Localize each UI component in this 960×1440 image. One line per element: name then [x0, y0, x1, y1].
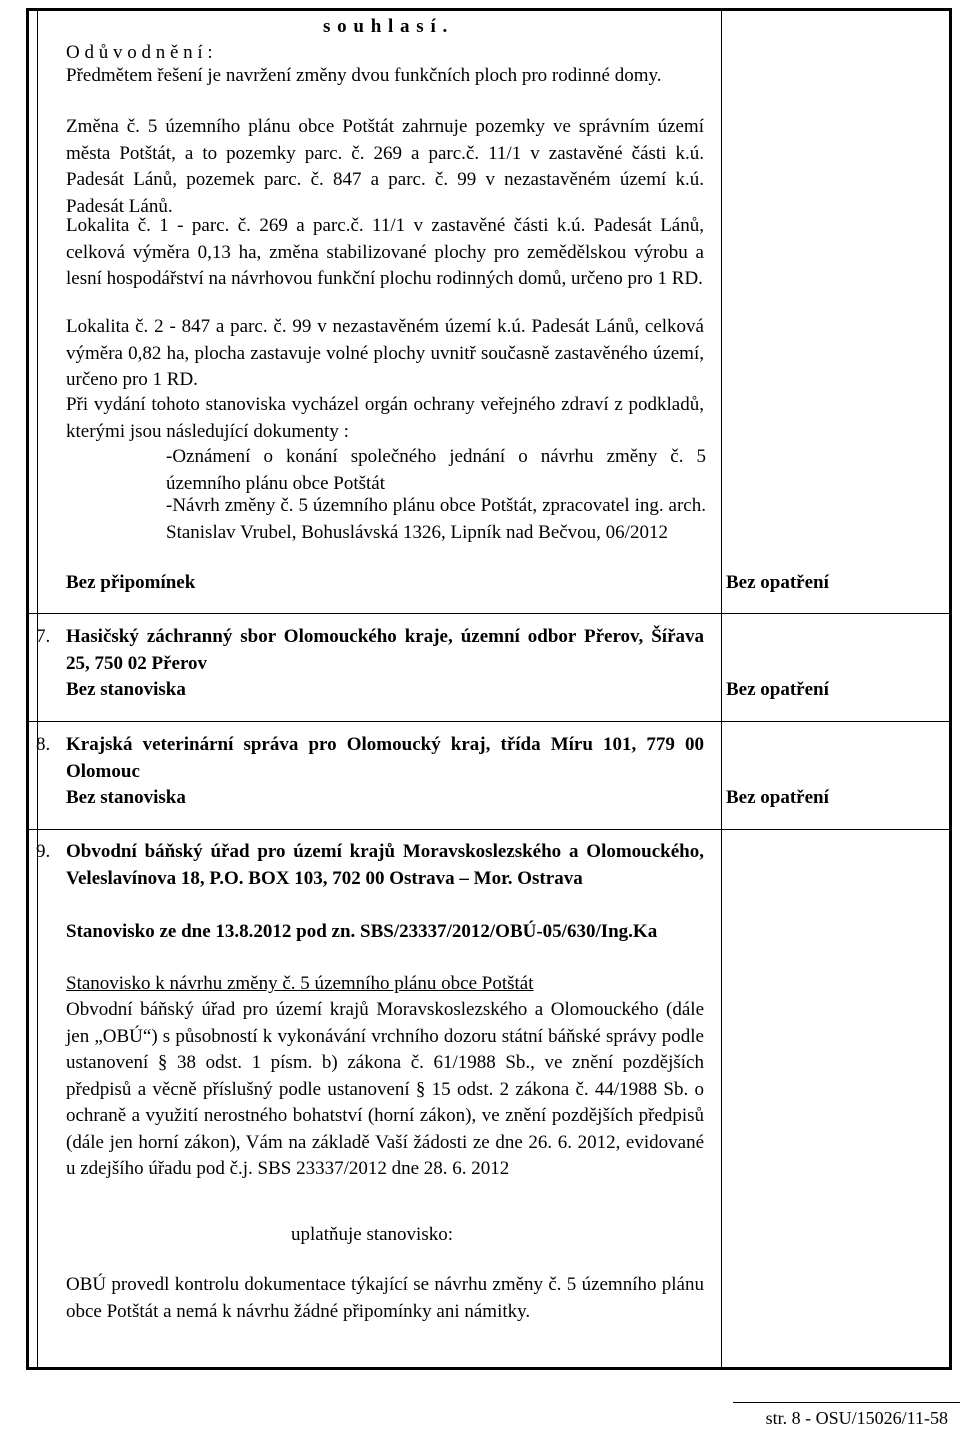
justification-paragraph-2: Změna č. 5 územního plánu obce Potštát zahrnuje pozemky ve správním území města Potštát, a to pozemky parc. č. 269 a parc.č. 11/1 v zastavěné části k.ú. Padesát Lánů, pozemek parc. č. 847 a parc. č. 99 v nezastavěném území k.ú. Padesát Lánů.	[66, 116, 704, 217]
statement-heading: Stanovisko k návrhu změny č. 5 územního plánu obce Potštát	[66, 973, 534, 994]
authority-title: Obvodní báňský úřad pro území krajů Moravskoslezského a Olomouckého, Veleslavínova 18, P.O. BOX 103, 702 00 Ostrava – Mor. Ostrava	[66, 841, 704, 889]
row-divider	[29, 829, 949, 830]
measure-text: Bez opatření	[726, 572, 829, 593]
document-item-2: -Návrh změny č. 5 územního plánu obce Potštát, zpracovatel ing. arch. Stanislav Vrubel, Bohuslávská 1326, Lipník nad Bečvou, 06/2012	[166, 495, 706, 543]
row-number: 7.	[36, 626, 51, 647]
basis-paragraph: Při vydání tohoto stanoviska vycházel orgán ochrany veřejného zdraví z podkladů, kterými jsou následující dokumenty :	[66, 394, 704, 442]
measure-column-border	[721, 11, 722, 1367]
page-footer: str. 8 - OSU/15026/11-58	[765, 1408, 948, 1428]
result-text: Bez stanoviska	[66, 787, 186, 808]
document-item-1: -Oznámení o konání společného jednání o návrhu změny č. 5 územního plánu obce Potštát	[166, 446, 706, 494]
justification-paragraph-1: Předmětem řešení je navržení změny dvou funkčních ploch pro rodinné domy.	[66, 65, 662, 86]
authority-title: Hasičský záchranný sbor Olomouckého kraje, územní odbor Přerov, Šířava 25, 750 02 Přerov	[66, 626, 704, 674]
locality-1-paragraph: Lokalita č. 1 - parc. č. 269 a parc.č. 11/1 v zastavěné části k.ú. Padesát Lánů, celková výměra 0,13 ha, změna stabilizované plochy pro zemědělskou výrobu a lesní hospodářství na návrhovou funkční plochu rodinných domů, určeno pro 1 RD.	[66, 215, 704, 289]
statement-body: Obvodní báňský úřad pro území krajů Moravskoslezského a Olomouckého (dále jen „OBÚ“) s působností k vykonávání vrchního dozoru státní báňské správy podle ustanovení § 38 odst. 1 písm. b) zákona č. 61/1988 Sb., ve znění pozdějších předpisů a věcně příslušný podle ustanovení § 15 odst. 2 zákona č. 44/1988 Sb. o ochraně a využití nerostného bohatství (horní zákon), ve znění pozdějších předpisů (dále jen horní zákon), Vám na základě Vaší žádosti ze dne 26. 6. 2012, evidované u zdejšího úřadu pod č.j. SBS 23337/2012 dne 28. 6. 2012	[66, 999, 704, 1179]
result-text: Bez stanoviska	[66, 679, 186, 700]
result-text: Bez připomínek	[66, 572, 196, 593]
applies-statement: uplatňuje stanovisko:	[291, 1224, 454, 1245]
measure-text: Bez opatření	[726, 787, 829, 808]
measure-text: Bez opatření	[726, 679, 829, 700]
authority-title: Krajská veterinární správa pro Olomoucký kraj, třída Míru 101, 779 00 Olomouc	[66, 734, 704, 782]
number-column-border	[37, 11, 38, 1367]
consent-heading: s o u h l a s í .	[323, 16, 449, 37]
row-number: 8.	[36, 734, 51, 755]
row-divider	[29, 721, 949, 722]
row-divider	[29, 613, 949, 614]
justification-label: O d ů v o d n ě n í :	[66, 42, 213, 63]
locality-2-paragraph: Lokalita č. 2 - 847 a parc. č. 99 v nezastavěném území k.ú. Padesát Lánů, celková výměra 0,82 ha, plocha zastavuje volné plochy uvnitř současně zastavěného území, určeno pro 1 RD.	[66, 316, 704, 390]
statement-conclusion: OBÚ provedl kontrolu dokumentace týkající se návrhu změny č. 5 územního plánu obce Potštát a nemá k návrhu žádné připomínky ani námitky.	[66, 1274, 704, 1322]
statement-reference: Stanovisko ze dne 13.8.2012 pod zn. SBS/23337/2012/OBÚ-05/630/Ing.Ka	[66, 921, 658, 942]
footer-rule	[733, 1402, 960, 1403]
row-number: 9.	[36, 841, 51, 862]
